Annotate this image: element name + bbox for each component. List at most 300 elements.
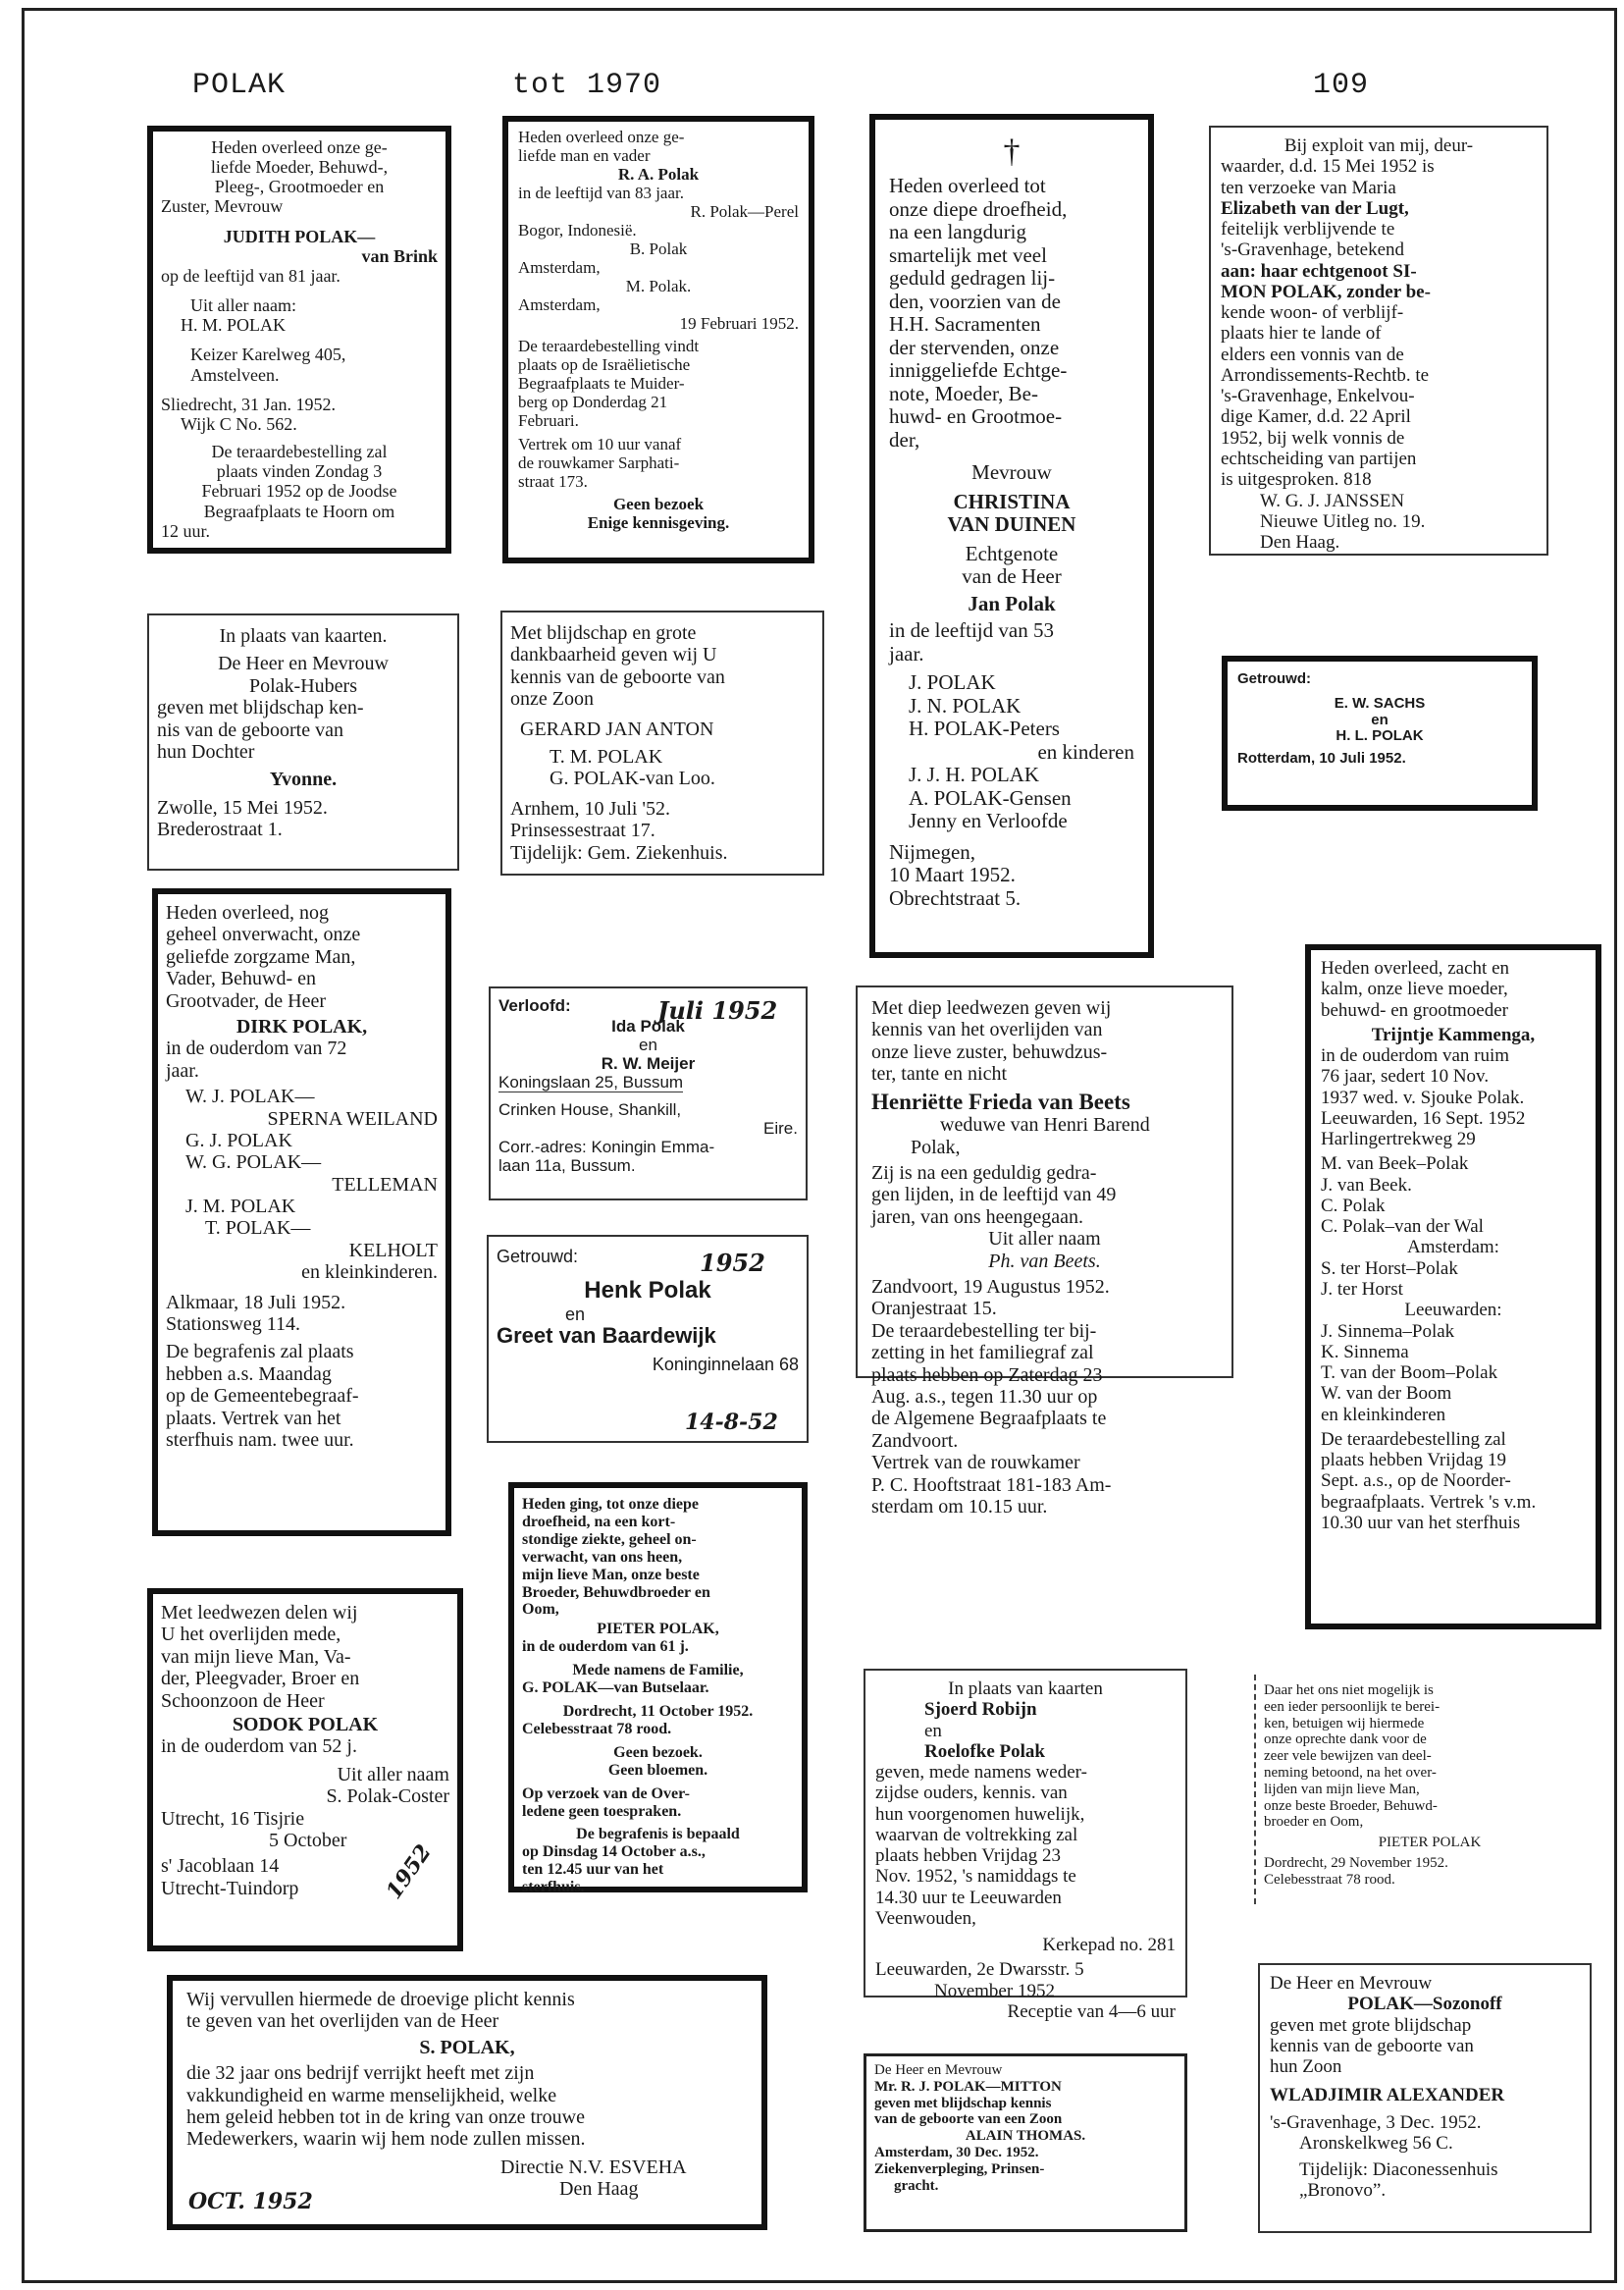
- ad-line: Tijdelijk: Gem. Ziekenhuis.: [510, 841, 728, 864]
- ad-line: 's-Gravenhage, 3 Dec. 1952.: [1270, 2111, 1482, 2133]
- ad-line: plaats hebben Vrijdag 19: [1321, 1450, 1506, 1471]
- announcement-s-polak-esveha: [167, 1975, 767, 2230]
- ad-line: van mijn lieve Man, Va-: [161, 1645, 351, 1668]
- ad-line: geliefde zorgzame Man,: [166, 945, 356, 968]
- ad-line: T. van der Boom–Polak: [1321, 1362, 1498, 1384]
- ad-line: JUDITH POLAK—: [223, 226, 376, 246]
- ad-line: gracht.: [894, 2177, 939, 2194]
- ad-line: Eire.: [763, 1119, 798, 1139]
- wedding-announcement-robijn-polak: [864, 1669, 1187, 2022]
- ad-line: Geen bezoek: [612, 494, 705, 513]
- ad-line: Amsterdam,: [518, 258, 601, 278]
- ad-line: broeder en Oom,: [1264, 1814, 1364, 1831]
- ad-line: dige Kamer, d.d. 22 April: [1221, 406, 1411, 428]
- header-period: tot 1970: [512, 69, 662, 102]
- ad-line: Mevrouw: [971, 460, 1052, 485]
- ad-line: Leeuwarden, 2e Dwarsstr. 5: [875, 1959, 1084, 1981]
- ad-line: weduwe van Henri Barend: [940, 1114, 1150, 1137]
- ad-line: Brederostraat 1.: [157, 819, 283, 841]
- ad-line: KELHOLT: [348, 1239, 438, 1261]
- ad-line: R. A. Polak: [617, 165, 700, 185]
- ad-line: Jenny en Verloofde: [909, 809, 1068, 833]
- ad-line: en: [639, 1036, 657, 1055]
- ad-line: zeer vele bewijzen van deel-: [1264, 1748, 1432, 1765]
- ad-line: smartelijk met veel: [889, 242, 1047, 267]
- ad-line: kende woon- of verblijf-: [1221, 302, 1404, 324]
- ad-line: Heden overleed, nog: [166, 902, 330, 924]
- ad-line: ALAIN THOMAS.: [965, 2128, 1086, 2145]
- ad-line: Oranjestraat 15.: [871, 1298, 997, 1320]
- ad-line: Receptie van 4—6 uur: [1007, 2000, 1176, 2022]
- ad-line: plaats. Vertrek van het: [166, 1407, 341, 1429]
- ad-line: vakkundigheid en warme menselijkheid, welke: [186, 2084, 557, 2106]
- ad-line: inniggeliefde Echtge-: [889, 358, 1068, 383]
- ad-line: Begraafplaats te Muider-: [518, 374, 685, 394]
- ad-line: feitelijk verblijvende te: [1221, 219, 1395, 240]
- ad-line: van Brink: [361, 245, 438, 266]
- ad-line: Uit aller naam: [988, 1228, 1101, 1251]
- ad-line: Utrecht-Tuindorp: [161, 1877, 299, 1899]
- ad-line: H. M. POLAK: [181, 315, 287, 336]
- birth-announcement-gerard: [500, 611, 824, 876]
- ad-line: geven, mede namens weder-: [875, 1762, 1087, 1784]
- ad-line: G. J. POLAK: [185, 1129, 292, 1151]
- ad-line: J. POLAK: [909, 670, 996, 695]
- ad-line: Heden ging, tot onze diepe: [522, 1496, 699, 1513]
- ad-line: In plaats van kaarten.: [219, 625, 388, 647]
- ad-line: De Heer en Mevrouw: [1270, 1973, 1433, 1994]
- engagement-ida-polak: [489, 986, 808, 1200]
- ad-line: A. POLAK-Gensen: [909, 785, 1072, 810]
- ad-line: ledene geen toespraken.: [522, 1802, 682, 1820]
- ad-line: een ieder persoonlijk te berei-: [1264, 1698, 1441, 1715]
- ad-line: Verloofd:: [498, 996, 571, 1015]
- ad-line: waarder, d.d. 15 Mei 1952 is: [1221, 156, 1435, 178]
- ad-line: liefde Moeder, Behuwd-,: [210, 157, 389, 178]
- marriage-henk-polak: [487, 1235, 809, 1443]
- ad-line: Ziekenverpleging, Prinsen-: [874, 2160, 1045, 2177]
- ad-line: der, Pleegvader, Broer en: [161, 1668, 360, 1690]
- ad-line: Begraafplaats te Hoorn om: [203, 501, 395, 521]
- ad-line: en: [565, 1305, 586, 1325]
- announcement-christina-van-duinen: [869, 114, 1154, 958]
- ad-line: SODOK POLAK: [232, 1713, 379, 1735]
- ad-line: P. C. Hooftstraat 181-183 Am-: [871, 1473, 1112, 1496]
- ad-line: De teraardebestelling vindt: [518, 337, 700, 356]
- ad-line: Pleeg-, Grootmoeder en: [214, 177, 385, 197]
- ad-line: de rouwkamer Sarphati-: [518, 453, 680, 472]
- ad-line: huwd- en Grootmoe-: [889, 404, 1063, 429]
- ad-line: waarvan de voltrekking zal: [875, 1824, 1078, 1845]
- ad-line: Sept. a.s., op de Noorder-: [1321, 1470, 1511, 1492]
- ad-line: elders een vonnis van de: [1221, 344, 1404, 365]
- ad-line: S. POLAK,: [419, 2036, 515, 2058]
- ad-line: W. G. POLAK—: [185, 1151, 322, 1174]
- ad-line: J. ter Horst: [1321, 1278, 1403, 1300]
- ad-line: Keizer Karelweg 405,: [190, 345, 346, 365]
- ad-line: K. Sinnema: [1321, 1341, 1409, 1362]
- ad-line: Henriëtte Frieda van Beets: [871, 1089, 1130, 1114]
- ad-line: en: [924, 1720, 942, 1741]
- ad-line: Harlingertrekweg 29: [1321, 1129, 1476, 1150]
- ad-line: stondige ziekte, geheel on-: [522, 1530, 697, 1548]
- ad-line: PIETER POLAK: [1378, 1835, 1482, 1851]
- ad-line: Mr. R. J. POLAK—MITTON: [874, 2078, 1062, 2095]
- ad-line: na een langdurig: [889, 220, 1026, 244]
- ad-line: hun voorgenomen huwelijk,: [875, 1803, 1085, 1825]
- ad-line: POLAK—Sozonoff: [1347, 1994, 1502, 2015]
- ad-line: Zij is na een geduldig gedra-: [871, 1162, 1097, 1185]
- ad-line: kalm, onze lieve moeder,: [1321, 979, 1508, 1000]
- ad-line: en: [1371, 711, 1388, 728]
- ad-line: Zandvoort.: [871, 1429, 959, 1452]
- ad-line: In plaats van kaarten: [948, 1678, 1103, 1699]
- announcement-r-a-polak: [502, 116, 814, 563]
- ad-line: begraafplaats. Vertrek 's v.m.: [1321, 1491, 1537, 1513]
- ad-line: J. N. POLAK: [909, 693, 1022, 718]
- ad-line: en kinderen: [1037, 739, 1134, 764]
- ad-line: en kleinkinderen: [1321, 1404, 1446, 1425]
- ad-line: Polak,: [911, 1136, 961, 1158]
- ad-line: S. ter Horst–Polak: [1321, 1257, 1458, 1279]
- ad-line: de Algemene Begraafplaats te: [871, 1408, 1107, 1430]
- ad-line: kennis van de geboorte van: [1270, 2035, 1474, 2056]
- ad-line: Aug. a.s., tegen 11.30 uur op: [871, 1386, 1098, 1408]
- ad-line: Getrouwd:: [1237, 670, 1311, 687]
- ad-line: Henk Polak: [584, 1277, 711, 1305]
- ad-line: Heden overleed onze ge-: [518, 128, 685, 146]
- ad-line: Crinken House, Shankill,: [498, 1100, 682, 1120]
- ad-line: der,: [889, 427, 920, 452]
- ad-line: straat 173.: [518, 471, 588, 491]
- ad-line: Den Haag: [559, 2178, 639, 2201]
- ad-line: De begrafenis zal plaats: [166, 1341, 354, 1363]
- ad-line: T. M. POLAK: [550, 745, 663, 768]
- ad-line: W. van der Boom: [1321, 1383, 1452, 1405]
- ad-line: 12 uur.: [161, 520, 211, 541]
- ad-line: Zuster, Mevrouw: [161, 196, 284, 217]
- ad-line: Prinsessestraat 17.: [510, 820, 655, 842]
- ad-line: den, voorzien van de: [889, 289, 1061, 313]
- ad-line: te geven van het overlijden van de Heer: [186, 2010, 499, 2033]
- ad-line: is uitgesproken. 818: [1221, 469, 1372, 491]
- ad-line: hem geleid hebben tot in de kring van onze trouwe: [186, 2105, 585, 2128]
- ad-line: Daar het ons niet mogelijk is: [1264, 1682, 1434, 1698]
- ad-line: W. G. J. JANSSEN: [1260, 490, 1405, 511]
- ad-line: echtscheiding van partijen: [1221, 448, 1417, 469]
- ad-line: Alkmaar, 18 Juli 1952.: [166, 1291, 346, 1313]
- ad-line: Vader, Behuwd- en: [166, 968, 317, 990]
- ad-line: M. van Beek–Polak: [1321, 1153, 1469, 1175]
- ad-line: Obrechtstraat 5.: [889, 885, 1022, 910]
- ad-line: Koningslaan 25, Bussum: [498, 1073, 684, 1092]
- ad-line: J. Sinnema–Polak: [1321, 1320, 1455, 1342]
- ad-line: behuwd- en grootmoeder: [1321, 999, 1508, 1021]
- ad-line: op de leeftijd van 81 jaar.: [161, 265, 341, 286]
- ad-line: GERARD JAN ANTON: [520, 718, 714, 740]
- ad-line: Grootvader, de Heer: [166, 989, 327, 1012]
- ad-line: Getrouwd:: [497, 1247, 579, 1266]
- ad-line: Heden overleed onze ge-: [211, 137, 388, 157]
- ad-line: Celebesstraat 78 rood.: [522, 1720, 672, 1737]
- ad-line: Greet van Baardewijk: [497, 1323, 716, 1349]
- ad-line: Roelofke Polak: [924, 1740, 1045, 1762]
- ad-line: M. Polak.: [625, 277, 692, 296]
- announcement-trijntje-kammenga: [1305, 944, 1601, 1629]
- ad-line: G. POLAK-van Loo.: [550, 768, 715, 790]
- ad-line: Zandvoort, 19 Augustus 1952.: [871, 1276, 1110, 1299]
- ad-line: TELLEMAN: [332, 1173, 438, 1196]
- announcement-pieter-polak: [508, 1482, 808, 1896]
- ad-line: Nijmegen,: [889, 839, 976, 864]
- ad-line: in de leeftijd van 83 jaar.: [518, 184, 684, 203]
- ad-line: De teraardebestelling zal: [1321, 1428, 1506, 1450]
- ad-line: E. W. SACHS: [1334, 694, 1426, 712]
- ad-line: De teraardebestelling zal: [211, 442, 388, 462]
- ad-line: Vertrek van de rouwkamer: [871, 1452, 1080, 1474]
- ad-line: ter, tante en nicht: [871, 1063, 1008, 1086]
- ad-line: H. L. POLAK: [1336, 727, 1424, 745]
- ad-line: hun Zoon: [1270, 2056, 1342, 2078]
- ad-line: Broeder, Behuwdbroeder en: [522, 1583, 710, 1601]
- ad-line: zetting in het familiegraf zal: [871, 1342, 1094, 1364]
- ad-line: Heden overleed tot: [889, 174, 1046, 197]
- ad-line: Met blijdschap en grote: [510, 622, 697, 644]
- ad-line: Ph. van Beets.: [988, 1250, 1101, 1272]
- ad-line: onze lieve zuster, behuwdzus-: [871, 1040, 1108, 1063]
- ad-line: verwacht, van ons heen,: [522, 1548, 683, 1566]
- announcement-judith-polak: [147, 126, 451, 554]
- ad-line: jaren, van ons heengegaan.: [871, 1205, 1084, 1228]
- ad-line: Nov. 1952, 's namiddags te: [875, 1866, 1076, 1888]
- ad-line: onze oprechte dank voor de: [1264, 1731, 1427, 1748]
- ad-line: kennis van de geboorte van: [510, 666, 725, 688]
- ad-line: sterfhuis nam. twee uur.: [166, 1428, 354, 1451]
- ad-line: R. W. Meijer: [601, 1054, 696, 1074]
- ad-line: Jan Polak: [968, 591, 1056, 615]
- ad-line: J. van Beek.: [1321, 1174, 1412, 1196]
- ad-line: geven met grote blijdschap: [1270, 2014, 1472, 2036]
- divorce-notice-simon-polak: [1209, 126, 1548, 556]
- ad-line: mijn lieve Man, onze beste: [522, 1566, 700, 1583]
- ad-line: Amsterdam,: [518, 295, 601, 315]
- ad-line: berg op Donderdag 21: [518, 393, 668, 412]
- ad-line: Uit aller naam:: [190, 295, 296, 316]
- ad-line: Nieuwe Uitleg no. 19.: [1260, 510, 1426, 532]
- ad-line: Amsterdam:: [1407, 1237, 1499, 1258]
- ad-line: Utrecht, 16 Tisjrie: [161, 1807, 305, 1830]
- ad-line: Kerkepad no. 281: [1042, 1935, 1176, 1956]
- ad-line: WLADJIMIR ALEXANDER: [1270, 2085, 1505, 2106]
- ad-line: der stervenden, onze: [889, 335, 1060, 359]
- ad-line: Medewerkers, waarin wij hem node zullen missen.: [186, 2128, 586, 2151]
- ad-line: Directie N.V. ESVEHA: [500, 2156, 687, 2178]
- ad-line: laan 11a, Bussum.: [498, 1156, 636, 1176]
- ad-line: U het overlijden mede,: [161, 1624, 341, 1646]
- ad-line: Leeuwarden:: [1404, 1300, 1502, 1321]
- ad-line: Uit aller naam: [337, 1763, 449, 1785]
- ad-line: H. POLAK-Peters: [909, 717, 1060, 741]
- ad-line: C. Polak: [1321, 1195, 1386, 1216]
- ad-line: 1937 wed. v. Sjouke Polak.: [1321, 1087, 1525, 1108]
- ad-line: onze Zoon: [510, 688, 594, 711]
- ad-line: onze diepe droefheid,: [889, 196, 1068, 221]
- announcement-sodok-polak: [147, 1588, 463, 1951]
- ad-line: 10.30 uur van het sterfhuis: [1321, 1512, 1521, 1533]
- ad-line: MON POLAK, zonder be-: [1221, 281, 1431, 302]
- ad-line: 5 October: [269, 1829, 347, 1851]
- ad-line: Corr.-adres: Koningin Emma-: [498, 1138, 715, 1157]
- ad-line: Aronskelkweg 56 C.: [1299, 2132, 1453, 2154]
- ad-line: in de ouderdom van 72: [166, 1038, 347, 1060]
- ad-line: in de ouderdom van 61 j.: [522, 1638, 689, 1656]
- page-number: 109: [1313, 69, 1370, 102]
- ad-line: Februari 1952 op de Joodse: [201, 481, 397, 502]
- ad-line: hun Dochter: [157, 740, 255, 763]
- ad-line: 19 Februari 1952.: [679, 314, 799, 334]
- ad-line: Veenwouden,: [875, 1907, 976, 1929]
- ad-line: 76 jaar, sedert 10 Nov.: [1321, 1066, 1490, 1088]
- ad-line: Heden overleed, zacht en: [1321, 958, 1510, 979]
- ad-line: Schoonzoon de Heer: [161, 1689, 325, 1712]
- announcement-dirk-polak: [152, 888, 451, 1536]
- ad-line: Bij exploit van mij, deur-: [1283, 135, 1474, 156]
- ad-line: 14.30 uur te Leeuwarden: [875, 1887, 1062, 1908]
- header-surname: POLAK: [192, 69, 287, 102]
- ad-line: Ida Polak: [611, 1017, 685, 1037]
- ad-line: Sjoerd Robijn: [924, 1699, 1037, 1721]
- ad-line: R. Polak—Perel: [690, 202, 799, 222]
- ad-line: SPERNA WEILAND: [267, 1107, 438, 1130]
- ad-line: geduld gedragen lij-: [889, 266, 1056, 291]
- ad-line: hebben a.s. Maandag: [166, 1362, 332, 1385]
- ad-line: Oom,: [522, 1601, 559, 1619]
- ad-line: Vertrek om 10 uur vanaf: [518, 434, 682, 453]
- ad-line: note, Moeder, Be-: [889, 381, 1038, 405]
- ad-line: van de geboorte van een Zoon: [874, 2111, 1063, 2128]
- ad-line: lijden van mijn lieve Man,: [1264, 1781, 1420, 1797]
- ad-line: ten 12.45 uur van het: [522, 1861, 664, 1879]
- ad-line: Den Haag.: [1260, 532, 1340, 554]
- ad-line: geven met blijdschap ken-: [157, 697, 364, 719]
- ad-line: De Heer en Mevrouw: [218, 653, 389, 675]
- ad-line: Enige kennisgeving.: [587, 512, 730, 532]
- ad-line: Sliedrecht, 31 Jan. 1952.: [161, 394, 336, 414]
- handwritten-date-note: 14-8-52: [685, 1410, 778, 1435]
- ad-line: sterdam om 10.15 uur.: [871, 1495, 1048, 1518]
- ad-line: plaats hebben Vrijdag 23: [875, 1845, 1061, 1867]
- marriage-sachs-polak: [1222, 656, 1538, 811]
- cross-icon: †: [1003, 133, 1021, 170]
- ad-line: Tijdelijk: Diaconessenhuis: [1299, 2159, 1498, 2181]
- ad-line: Polak-Hubers: [249, 674, 357, 697]
- ad-line: plaats vinden Zondag 3: [216, 461, 383, 482]
- ad-line: VAN DUINEN: [947, 512, 1076, 537]
- ad-line: C. Polak–van der Wal: [1321, 1216, 1484, 1238]
- ad-line: Echtgenote: [965, 541, 1059, 565]
- ad-line: van de Heer: [962, 564, 1062, 589]
- ad-line: November 1952: [934, 1980, 1055, 2001]
- ad-line: Stationsweg 114.: [166, 1313, 301, 1336]
- ad-line: s' Jacoblaan 14: [161, 1855, 280, 1878]
- ad-line: Celebesstraat 78 rood.: [1264, 1871, 1395, 1888]
- ad-line: Trijntje Kammenga,: [1371, 1024, 1536, 1045]
- handwritten-year-note: 1952: [700, 1249, 765, 1277]
- ad-line: „Bronovo”.: [1299, 2180, 1387, 2202]
- ad-line: sterfhuis.: [522, 1879, 585, 1896]
- ad-line: Arnhem, 10 Juli '52.: [510, 797, 671, 820]
- ad-line: De begrafenis is bepaald: [576, 1826, 740, 1843]
- ad-line: ten verzoeke van Maria: [1221, 177, 1396, 198]
- ad-line: Amsterdam, 30 Dec. 1952.: [874, 2144, 1039, 2160]
- ad-line: DIRK POLAK,: [236, 1015, 368, 1038]
- ad-line: T. POLAK—: [205, 1217, 311, 1240]
- ad-line: Met diep leedwezen geven wij: [871, 997, 1112, 1019]
- ad-line: aan: haar echtgenoot SI-: [1221, 260, 1417, 282]
- ad-line: gen lijden, in de leeftijd van 49: [871, 1184, 1117, 1206]
- ad-line: Elizabeth van der Lugt,: [1221, 197, 1409, 219]
- ad-line: plaats hier te lande of: [1221, 323, 1382, 345]
- ad-line: Leeuwarden, 16 Sept. 1952: [1321, 1107, 1526, 1129]
- birth-announcement-wladjimir: [1258, 1963, 1592, 2233]
- handwritten-year-note: 1952: [381, 1839, 437, 1904]
- ad-line: Dordrecht, 11 October 1952.: [562, 1702, 754, 1720]
- ad-line: 's-Gravenhage, Enkelvou-: [1221, 386, 1415, 407]
- ad-line: ken, betuigen wij hiermede: [1264, 1715, 1425, 1731]
- ad-line: 10 Maart 1952.: [889, 863, 1016, 887]
- ad-line: Op verzoek van de Over-: [522, 1784, 690, 1802]
- ad-line: CHRISTINA: [953, 489, 1071, 513]
- ad-line: Wijk C No. 562.: [181, 413, 297, 434]
- ad-line: op de Gemeentebegraaf-: [166, 1385, 359, 1408]
- ad-line: liefde man en vader: [518, 146, 651, 166]
- ad-line: onze beste Broeder, Behuwd-: [1264, 1797, 1438, 1814]
- ad-line: Rotterdam, 10 Juli 1952.: [1237, 750, 1406, 768]
- ad-line: Februari.: [518, 411, 579, 431]
- ad-line: in de ouderdom van ruim: [1321, 1045, 1510, 1067]
- ad-line: die 32 jaar ons bedrijf verrijkt heeft met zijn: [186, 2062, 535, 2085]
- ad-line: Mede namens de Familie,: [572, 1662, 744, 1679]
- ad-line: in de leeftijd van 53: [889, 618, 1054, 643]
- handwritten-date-note: OCT. 1952: [188, 2189, 313, 2214]
- ad-line: Geen bloemen.: [607, 1761, 708, 1779]
- ad-line: Koninginnelaan 68: [652, 1354, 799, 1374]
- ad-line: Dordrecht, 29 November 1952.: [1264, 1854, 1448, 1871]
- ad-line: op Dinsdag 14 October a.s.,: [522, 1843, 706, 1861]
- ad-line: De teraardebestelling ter bij-: [871, 1319, 1097, 1342]
- ad-line: S. Polak-Coster: [326, 1785, 449, 1808]
- ad-line: Bogor, Indonesië.: [518, 221, 637, 240]
- ad-line: De Heer en Mevrouw: [874, 2062, 1003, 2078]
- birth-announcement-yvonne: [147, 613, 459, 871]
- ad-line: J. J. H. POLAK: [909, 763, 1040, 787]
- ad-line: en kleinkinderen.: [301, 1261, 438, 1284]
- ad-line: 1952, bij welk vonnis de: [1221, 427, 1405, 449]
- ad-line: jaar.: [889, 641, 924, 666]
- ad-line: G. POLAK—van Butselaar.: [522, 1679, 709, 1697]
- ad-line: Yvonne.: [269, 769, 338, 791]
- ad-line: Wij vervullen hiermede de droevige plicht kennis: [186, 1989, 575, 2010]
- ad-line: nis van de geboorte van: [157, 719, 343, 741]
- ad-line: Amstelveen.: [190, 364, 280, 385]
- ad-line: J. M. POLAK: [185, 1196, 296, 1218]
- ad-line: geven met blijdschap kennis: [874, 2095, 1052, 2111]
- announcement-henriette-van-beets: [856, 985, 1233, 1518]
- ad-line: H.H. Sacramenten: [889, 312, 1041, 337]
- ad-line: plaats hebben op Zaterdag 23: [871, 1363, 1103, 1386]
- ad-line: kennis van het overlijden van: [871, 1019, 1103, 1041]
- ad-line: geheel onverwacht, onze: [166, 924, 361, 946]
